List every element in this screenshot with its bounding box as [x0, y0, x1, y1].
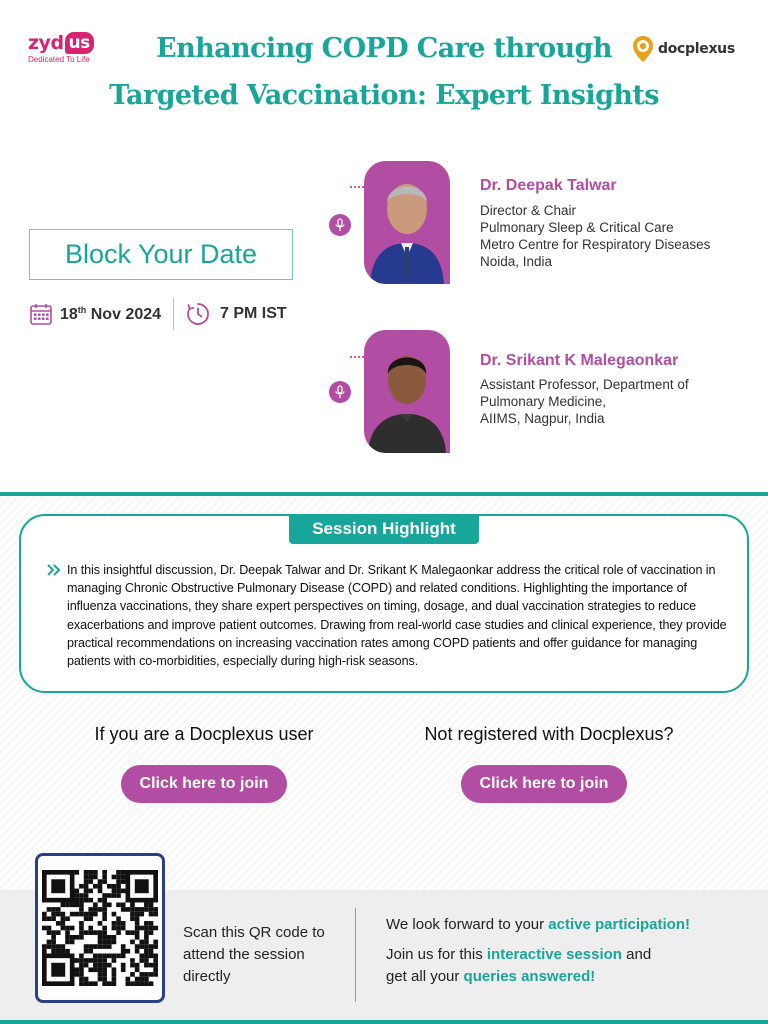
footer-message-3: get all your queries answered! [386, 968, 596, 985]
block-your-date-label: Block Your Date [64, 239, 258, 269]
event-time: 7 PM IST [220, 305, 287, 322]
session-highlight-text: In this insightful discussion, Dr. Deepak Talwar and Dr. Srikant K Malegaonkar address the critical role of vaccination in managing Chronic Obstructive Pulmonary Disease (COPD) and related conditions. Highlighting the importance of influenza vaccinations, they share expert perspectives on timing, dosage, and dual vaccination strategies to reduce exacerbations and improve patient outcomes. Drawing from real-world case studies and clinical experience, they provide practical recommendations on increasing vaccination rates among COPD patients and offer guidance for managing patients with co-morbidities, especially during high-risk seasons. [67, 563, 727, 669]
page-title-line1: Enhancing COPD Care through [156, 33, 612, 64]
event-date: 18th Nov 2024 [60, 304, 162, 323]
datetime-divider [173, 298, 174, 330]
block-your-date-box [29, 229, 293, 280]
calendar-icon [30, 303, 52, 325]
speaker2-connector [350, 356, 364, 358]
session-highlight-label: Session Highlight [312, 519, 456, 538]
page-title-line2: Targeted Vaccination: Expert Insights [109, 80, 659, 111]
docplexus-pin-icon [632, 35, 654, 63]
footer-message-2: Join us for this interactive session and [386, 946, 652, 963]
zydus-tagline: Dedicated To Life [28, 55, 90, 64]
docplexus-logo [632, 35, 735, 63]
speaker1-name: Dr. Deepak Talwar [480, 177, 617, 194]
clock-icon [186, 302, 210, 326]
user-join-button[interactable]: Click here to join [121, 765, 287, 803]
speaker2-photo [364, 330, 450, 453]
microphone-icon [329, 214, 351, 236]
scan-qr-text: Scan this QR code to attend the session directly [183, 924, 325, 985]
zydus-logo-prefix: zyd [28, 32, 64, 54]
microphone-icon [329, 381, 351, 403]
speaker2-name: Dr. Srikant K Malegaonkar [480, 352, 679, 369]
bottom-border [0, 1020, 768, 1024]
speaker1-connector [350, 186, 364, 188]
speaker1-details: Director & Chair Pulmonary Sleep & Critical Care Metro Centre for Respiratory Diseases Noida, India [480, 203, 711, 269]
zydus-logo [28, 32, 100, 64]
session-highlight-tag [289, 514, 479, 544]
footer-divider [355, 908, 356, 1002]
footer-message-1: We look forward to your active participation! [386, 916, 690, 933]
qr-code[interactable] [35, 853, 165, 1003]
not-registered-heading: Not registered with Docplexus? [424, 724, 674, 744]
zydus-logo-suffix: us [65, 32, 94, 54]
section-divider [0, 492, 768, 496]
double-chevron-icon [47, 563, 61, 577]
docplexus-name: docplexus [658, 41, 735, 57]
qr-code-icon [42, 860, 158, 996]
docplexus-user-heading: If you are a Docplexus user [94, 724, 314, 744]
event-datetime [30, 298, 287, 330]
guest-join-button[interactable]: Click here to join [461, 765, 627, 803]
speaker2-details: Assistant Professor, Department of Pulmonary Medicine, AIIMS, Nagpur, India [480, 377, 689, 426]
speaker1-photo [364, 161, 450, 284]
